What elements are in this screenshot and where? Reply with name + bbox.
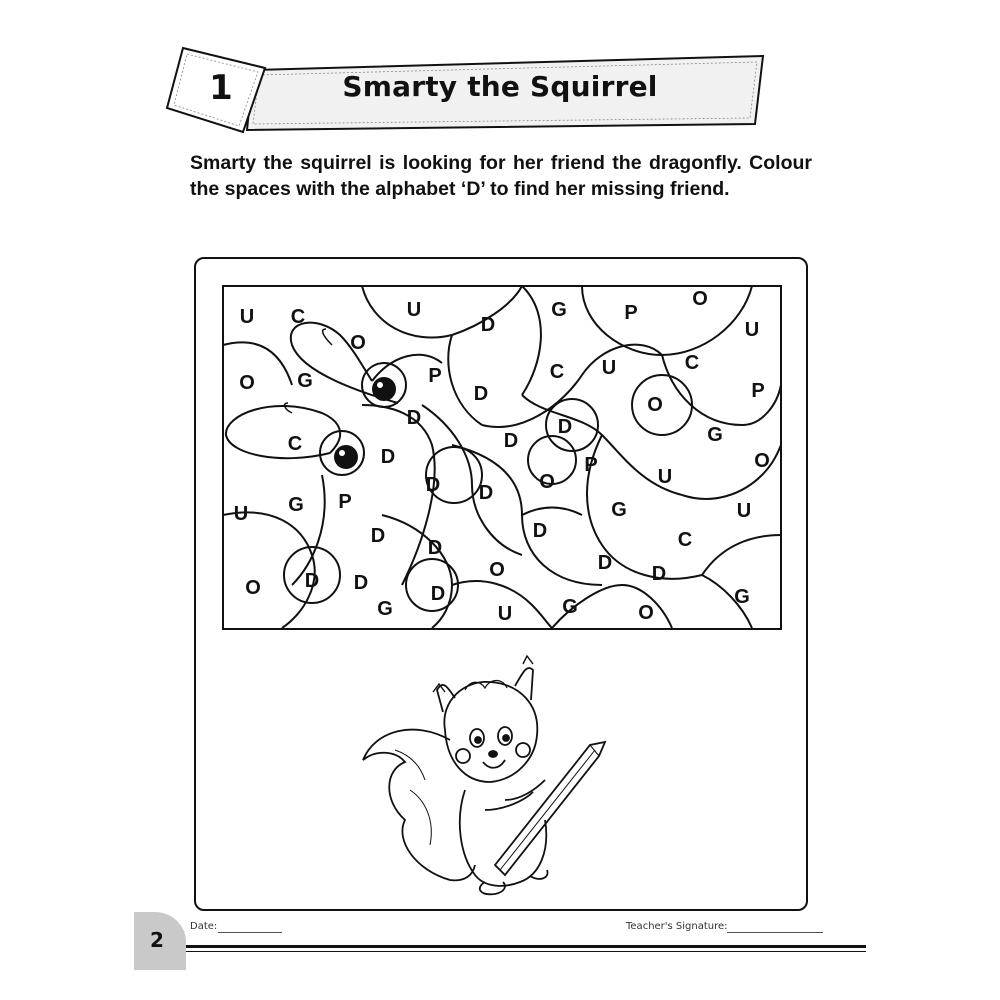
date-label: Date: [190, 921, 218, 932]
puzzle-letter[interactable]: G [551, 299, 567, 321]
puzzle-letter[interactable]: G [707, 424, 723, 446]
puzzle-letter[interactable]: D [430, 583, 446, 605]
instructions-text: Smarty the squirrel is looking for her friend the dragonfly. Colour the spaces with the alphabet ‘D’ to find her missing friend. [190, 152, 812, 200]
puzzle-letter[interactable]: C [684, 352, 700, 374]
puzzle-letter[interactable]: D [304, 570, 320, 592]
date-line[interactable] [218, 932, 282, 933]
puzzle-letter[interactable]: U [233, 503, 249, 525]
squirrel-illustration [355, 650, 615, 900]
puzzle-letter[interactable]: D [427, 537, 443, 559]
teacher-signature-line[interactable] [727, 932, 823, 933]
puzzle-letter[interactable]: O [245, 577, 261, 599]
puzzle-letter[interactable]: U [406, 299, 422, 321]
puzzle-letter[interactable]: O [692, 288, 708, 310]
puzzle-letter[interactable]: G [734, 586, 750, 608]
puzzle-letter[interactable]: D [651, 563, 667, 585]
puzzle-letter[interactable]: U [497, 603, 513, 625]
puzzle-letter[interactable]: O [638, 602, 654, 624]
puzzle-letter[interactable]: U [239, 306, 255, 328]
puzzle-letter[interactable]: C [549, 361, 565, 383]
puzzle-letter[interactable]: C [287, 433, 303, 455]
puzzle-letter[interactable]: C [677, 529, 693, 551]
puzzle-letter[interactable]: P [751, 380, 765, 402]
puzzle-letter[interactable]: P [624, 302, 638, 324]
puzzle-letter[interactable]: D [353, 572, 369, 594]
puzzle-letter[interactable]: D [380, 446, 396, 468]
puzzle-letter[interactable]: U [744, 319, 760, 341]
puzzle-letter[interactable]: G [297, 370, 313, 392]
puzzle-letter[interactable]: G [377, 598, 393, 620]
puzzle-letter[interactable]: G [611, 499, 627, 521]
puzzle-letter[interactable]: O [754, 450, 770, 472]
puzzle-letter[interactable]: D [557, 416, 573, 438]
puzzle-letter[interactable]: D [532, 520, 548, 542]
puzzle-letter[interactable]: O [539, 471, 555, 493]
puzzle-letter[interactable]: O [350, 332, 366, 354]
puzzle-letter[interactable]: U [736, 500, 752, 522]
puzzle-letter[interactable]: U [601, 357, 617, 379]
page-title: Smarty the Squirrel [342, 70, 658, 103]
puzzle-letter[interactable]: D [478, 482, 494, 504]
puzzle-letter[interactable]: C [290, 306, 306, 328]
puzzle-letter[interactable]: D [473, 383, 489, 405]
puzzle-letter[interactable]: P [584, 454, 598, 476]
puzzle-letter[interactable]: P [428, 365, 442, 387]
puzzle-letter[interactable]: O [489, 559, 505, 581]
puzzle-letter[interactable]: O [647, 394, 663, 416]
puzzle-letter[interactable]: U [657, 466, 673, 488]
puzzle-letter[interactable]: D [597, 552, 613, 574]
footer-divider-thin [186, 951, 866, 952]
puzzle-letter[interactable]: G [562, 596, 578, 618]
puzzle-letter[interactable]: D [406, 407, 422, 429]
footer-divider [186, 945, 866, 948]
puzzle-letter[interactable]: D [503, 430, 519, 452]
chapter-number: 1 [209, 68, 233, 108]
puzzle-letter[interactable]: D [370, 525, 386, 547]
puzzle-letter[interactable]: P [338, 491, 352, 513]
puzzle-letter[interactable]: D [480, 314, 496, 336]
puzzle-letter[interactable]: O [239, 372, 255, 394]
puzzle-letter[interactable]: D [425, 474, 441, 496]
puzzle-letter[interactable]: G [288, 494, 304, 516]
page-number: 2 [150, 928, 164, 952]
teacher-signature-label: Teacher's Signature: [626, 921, 728, 932]
